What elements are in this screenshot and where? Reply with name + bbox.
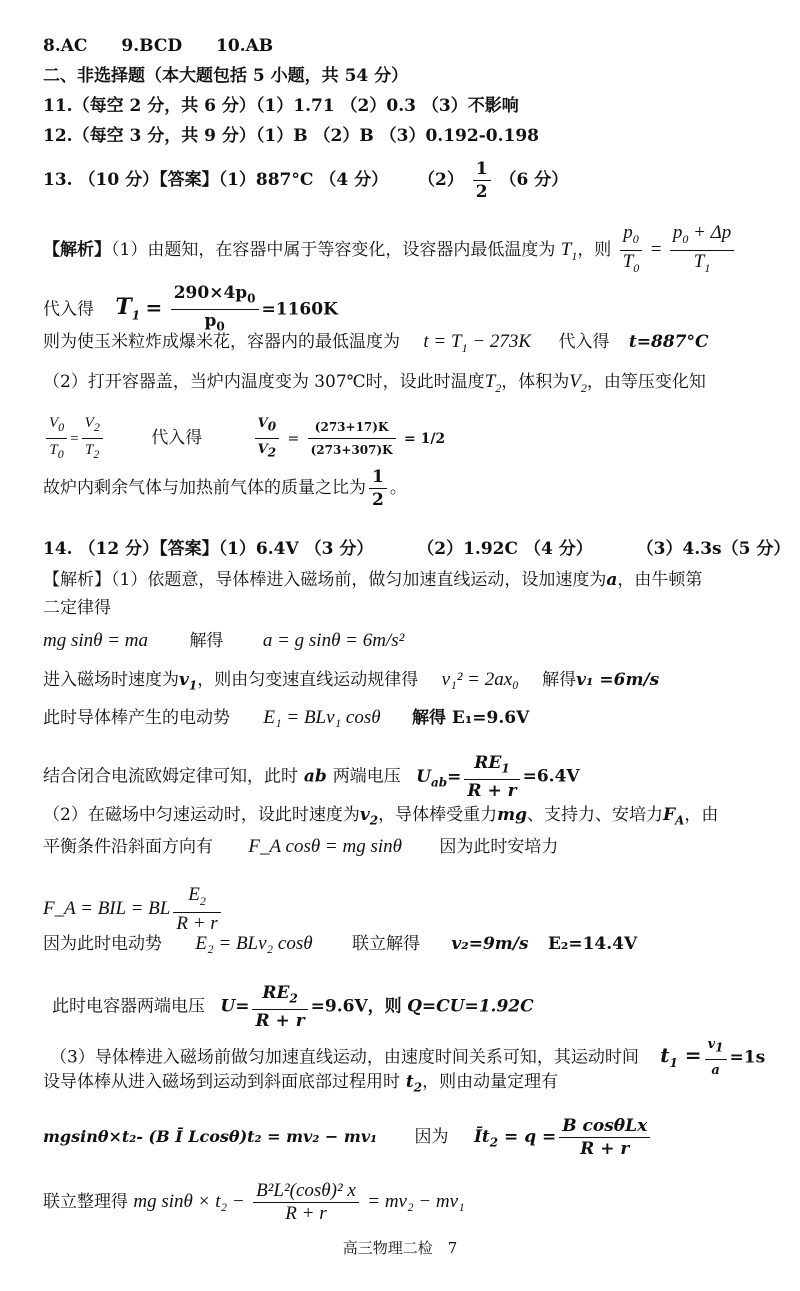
- q13-answer: 13. （10 分）【答案】（1）887°C （4 分） （2） $\frac{1}{2}$ （6 分）: [43, 159, 569, 202]
- q13-conclusion: 故炉内剩余气体与加热前气体的质量之比为 $\frac{1}{2}$ 。: [43, 467, 407, 510]
- q12-answer: 12.（每空 3 分，共 9 分）（1）B （2）B （3）0.192-0.198: [43, 126, 539, 146]
- p0dp-over-t1: $\frac{p_0 + \Delta p}{T_1}$: [670, 222, 734, 279]
- q13-substitution: 代入得 $T_1$ = $\frac{290\times 4p_0}{p_0}$ =1160K: [43, 282, 770, 338]
- section-title: 二、非选择题（本大题包括 5 小题，共 54 分）: [43, 66, 409, 86]
- page-footer: 高三物理二检 7: [342, 1239, 458, 1257]
- q14-part3-a: （3）导体棒进入磁场前做匀加速直线运动，由速度时间关系可知，其运动时间 $t_1$ = $\frac{v_1}{a}$ =1s: [50, 1034, 770, 1082]
- q14-emf2: 因为此时电动势 E₂ = BLv₂ cosθ 联立解得 v₂=9m/s E₂=14.4V: [43, 933, 638, 954]
- q14-final: 联立整理得 mg sinθ × t₂ − $\frac{\text{B²L²(cosθ)² x}}{R + r}$ = mv₂ − mv₁: [43, 1180, 465, 1224]
- q13-part2: （2）打开容器盖，当炉内温度变为 307℃时，设此时温度$T_2$，体积为$V_2$，由等压变化知: [43, 371, 706, 395]
- q14-part2-b: 平衡条件沿斜面方向有 F_A cosθ = mg sinθ 因为此时安培力: [43, 836, 559, 857]
- choice-answers: 8.AC 9.BCD 10.AB: [43, 36, 274, 56]
- q14-momentum: mgsinθ×t₂- (B Ī Lcosθ)t₂ = mv₂ − mv₁ 因为 $Īt_2 = q$ = $\frac{\text{B cosθLx}}{R + r}$: [43, 1115, 770, 1160]
- q14-explanation-2: 二定律得: [43, 598, 111, 618]
- q14-emf: 此时导体棒产生的电动势 E₁ = BLv₁ cosθ 解得 E₁=9.6V: [43, 707, 530, 728]
- q14-explanation-1: 【解析】（1）依题意，导体棒进入磁场前，做匀加速直线运动，设加速度为a，由牛顿第: [43, 570, 703, 590]
- t1-fraction: $\frac{290\times 4p_0}{p_0}$: [171, 282, 259, 338]
- q14-part3-b: 设导体棒从进入磁场到运动到斜面底部过程用时 $t_2$，则由动量定理有: [43, 1072, 559, 1095]
- q14-ohm: 结合闭合电流欧姆定律可知，此时 ab 两端电压 $U_{ab}=$ $\frac{RE_1}{R + r}$ =6.4V: [43, 753, 580, 802]
- q13-min-temp: 则为使玉米粒炸成爆米花，容器内的最低温度为 $t = T_1 - 273K$ 代入得 t=887°C: [43, 331, 709, 355]
- q11-answer: 11.（每空 2 分，共 6 分）（1）1.71 （2）0.3 （3）不影响: [43, 96, 519, 116]
- q14-newton: mg sinθ = ma 解得 a = g sinθ = 6m/s²: [43, 630, 405, 651]
- q14-part2-a: （2）在磁场中匀速运动时，设此时速度为$v_2$，导体棒受重力mg、支持力、安培力$F_A$，由: [43, 805, 719, 828]
- p0-over-t0: $\frac{p_0}{T_0}$: [620, 222, 643, 279]
- q14-velocity: 进入磁场时速度为$v_1$，则由匀变速直线运动规律得 v₁² = 2ax₀ 解得v₁ =6m/s: [43, 669, 660, 693]
- q13-isobaric: $\frac{V_0}{T_0}$ = $\frac{V_2}{T_2}$ 代入得 $\frac{V_0}{V_2}$ = $\frac{(273+17)K}{(273+307)K}$ = 1/2: [43, 412, 770, 465]
- q14-ampere: F_A = BIL = BL $\frac{E_2}{R + r}$: [43, 884, 770, 935]
- q14-capacitor: 此时电容器两端电压 U= $\frac{RE_2}{R + r}$ =9.6V，则 Q=CU=1.92C: [52, 983, 534, 1032]
- q14-answer: 14. （12 分）【答案】（1）6.4V （3 分） （2）1.92C （4 分） （3）4.3s（5 分）: [43, 539, 791, 559]
- half-fraction: $\frac{1}{2}$: [473, 158, 491, 203]
- q13-explanation-1: 【解析】（1）由题知，在容器中属于等容变化，设容器内最低温度为 $T_1$，则 $\frac{p_0}{T_0}$ = $\frac{p_0 + \Delta p}{T_1}$: [43, 222, 770, 279]
